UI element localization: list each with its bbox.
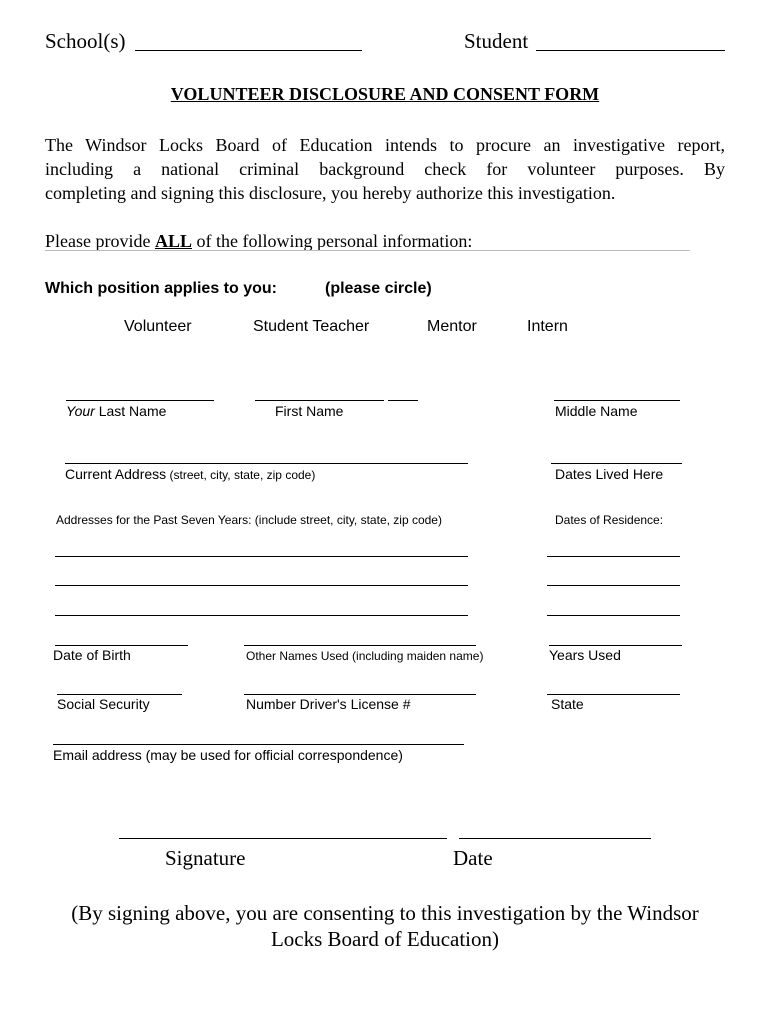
license-label: Number Driver's License #	[246, 696, 411, 712]
middle-name-line[interactable]	[554, 400, 680, 401]
provide-emphasis: ALL	[154, 231, 192, 251]
current-address-line[interactable]	[65, 463, 468, 464]
past-address-line-2[interactable]	[55, 585, 468, 586]
schools-label: School(s)	[45, 29, 126, 53]
first-name-line[interactable]	[255, 400, 384, 401]
signature-label: Signature	[165, 846, 246, 870]
dates-lived-line[interactable]	[551, 463, 682, 464]
years-used-line[interactable]	[549, 645, 682, 646]
past-address-line-3[interactable]	[55, 615, 468, 616]
current-address-hint: (street, city, state, zip code)	[166, 468, 316, 482]
last-name-label	[66, 403, 166, 419]
other-names-label: Other Names Used (including maiden name)	[246, 649, 484, 663]
last-name-text: Last Name	[94, 403, 167, 419]
ssn-label: Social Security	[57, 696, 150, 712]
current-address-label	[65, 466, 315, 482]
state-label: State	[551, 696, 584, 712]
residence-date-line-1[interactable]	[547, 556, 680, 557]
provide-after: of the following personal information:	[191, 231, 473, 251]
student-label: Student	[464, 29, 529, 53]
position-option-volunteer[interactable]: Volunteer	[124, 318, 192, 335]
email-label: Email address (may be used for official correspondence)	[53, 747, 403, 763]
dates-lived-label: Dates Lived Here	[555, 466, 664, 482]
past-addresses-label: Addresses for the Past Seven Years: (include street, city, state, zip code)	[56, 513, 442, 527]
form-title: VOLUNTEER DISCLOSURE AND CONSENT FORM	[170, 84, 600, 104]
position-option-mentor[interactable]: Mentor	[427, 318, 477, 335]
ssn-line[interactable]	[57, 694, 182, 695]
residence-date-line-2[interactable]	[547, 585, 680, 586]
dates-residence-label: Dates of Residence:	[555, 513, 664, 527]
schools-input-line[interactable]	[135, 50, 362, 51]
intro-line-3: completing and signing this disclosure, you hereby authorize this investigation.	[45, 183, 616, 203]
student-input-line[interactable]	[536, 50, 725, 51]
intro-line-2: including a national criminal background check for volunteer purposes. By	[45, 159, 725, 179]
signature-line[interactable]	[119, 838, 447, 839]
residence-date-line-3[interactable]	[547, 615, 680, 616]
other-names-line[interactable]	[244, 645, 476, 646]
provide-underline	[45, 250, 690, 251]
license-line[interactable]	[244, 694, 476, 695]
date-label: Date	[453, 846, 493, 870]
date-line[interactable]	[459, 838, 651, 839]
position-option-student-teacher[interactable]: Student Teacher	[253, 318, 370, 335]
dob-line[interactable]	[55, 645, 188, 646]
first-name-label: First Name	[275, 403, 344, 419]
state-line[interactable]	[547, 694, 680, 695]
last-name-line[interactable]	[66, 400, 214, 401]
email-line[interactable]	[53, 744, 464, 745]
intro-line-1: The Windsor Locks Board of Education intends to procure an investigative report,	[45, 135, 725, 155]
consent-line-1: (By signing above, you are consenting to this investigation by the Windsor	[71, 901, 699, 925]
position-question: Which position applies to you:	[45, 280, 277, 297]
last-name-prefix: Your	[66, 403, 95, 419]
first-name-line-extra[interactable]	[388, 400, 418, 401]
years-used-label: Years Used	[549, 647, 621, 663]
position-option-intern[interactable]: Intern	[527, 318, 568, 335]
consent-line-2: Locks Board of Education)	[270, 927, 500, 951]
dob-label: Date of Birth	[53, 647, 131, 663]
past-address-line-1[interactable]	[55, 556, 468, 557]
position-hint: (please circle)	[325, 280, 432, 297]
current-address-text: Current Address	[65, 466, 167, 482]
middle-name-label: Middle Name	[555, 403, 638, 419]
provide-before: Please provide	[45, 231, 155, 251]
